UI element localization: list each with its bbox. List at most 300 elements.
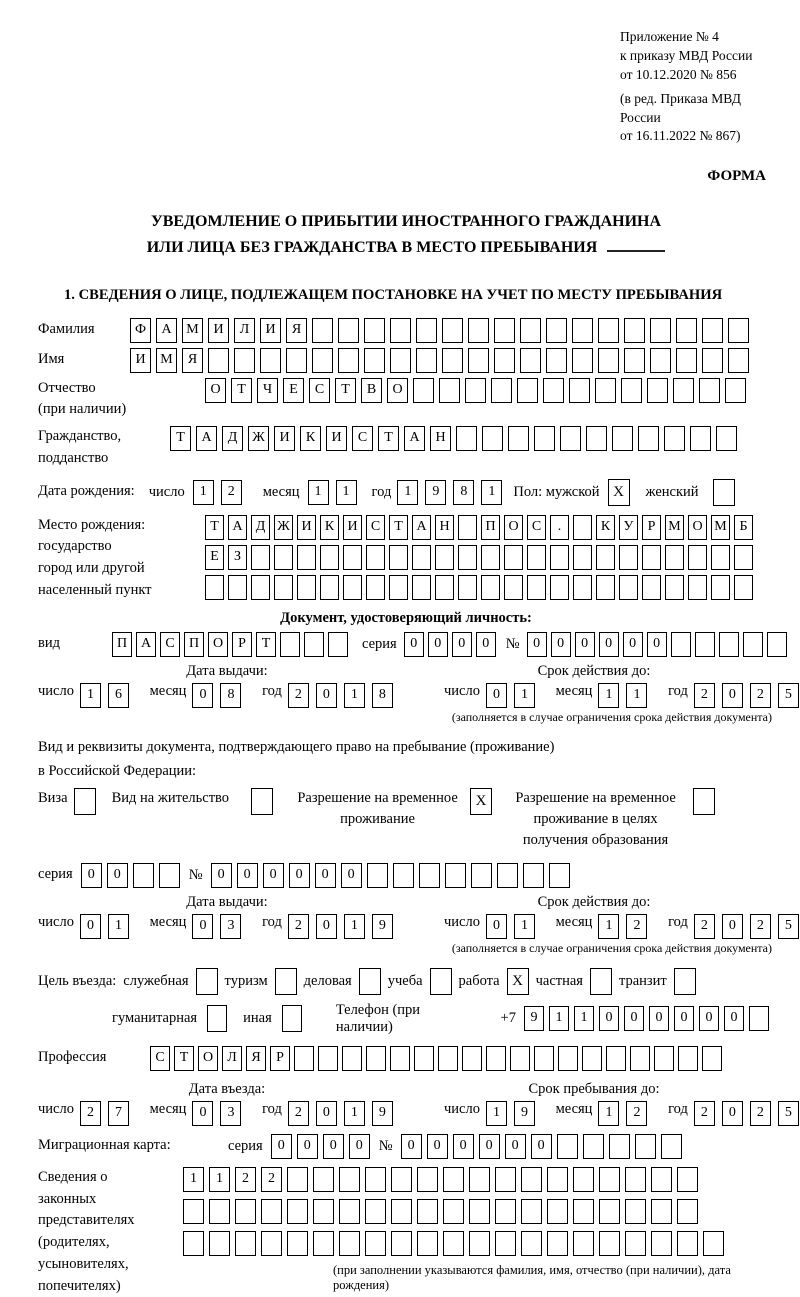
char-box[interactable]: А	[136, 632, 156, 657]
char-box[interactable]: В	[361, 378, 382, 403]
char-box[interactable]	[596, 545, 615, 570]
char-box[interactable]: 0	[486, 683, 507, 708]
char-box[interactable]	[665, 545, 684, 570]
char-box[interactable]: Н	[435, 515, 454, 540]
char-box[interactable]	[517, 378, 538, 403]
char-box[interactable]: 0	[237, 863, 258, 888]
purpose-humanitarian-checkbox[interactable]	[207, 1005, 227, 1032]
char-box[interactable]: И	[260, 318, 281, 343]
char-box[interactable]	[619, 575, 638, 600]
char-box[interactable]	[445, 863, 466, 888]
char-box[interactable]	[391, 1199, 412, 1224]
char-box[interactable]	[560, 426, 581, 451]
char-box[interactable]	[654, 1046, 674, 1071]
char-box[interactable]: 2	[235, 1167, 256, 1192]
char-box[interactable]	[534, 1046, 554, 1071]
char-box[interactable]	[734, 545, 753, 570]
char-box[interactable]	[495, 1199, 516, 1224]
char-box[interactable]: У	[619, 515, 638, 540]
char-box[interactable]: О	[387, 378, 408, 403]
char-box[interactable]: Л	[234, 318, 255, 343]
char-box[interactable]	[695, 632, 715, 657]
char-box[interactable]	[393, 863, 414, 888]
char-box[interactable]: Д	[251, 515, 270, 540]
char-box[interactable]	[547, 1199, 568, 1224]
char-box[interactable]	[159, 863, 180, 888]
char-box[interactable]	[287, 1231, 308, 1256]
char-box[interactable]: Т	[174, 1046, 194, 1071]
char-box[interactable]	[520, 318, 541, 343]
char-box[interactable]: 0	[527, 632, 547, 657]
char-box[interactable]: 6	[108, 683, 129, 708]
char-box[interactable]: 0	[724, 1006, 744, 1031]
sex-female-checkbox[interactable]	[713, 479, 735, 506]
char-box[interactable]	[367, 863, 388, 888]
char-box[interactable]	[521, 1231, 542, 1256]
char-box[interactable]: 0	[624, 1006, 644, 1031]
char-box[interactable]: А	[404, 426, 425, 451]
char-box[interactable]: И	[343, 515, 362, 540]
char-box[interactable]: 0	[623, 632, 643, 657]
char-box[interactable]	[527, 545, 546, 570]
char-box[interactable]: И	[208, 318, 229, 343]
char-box[interactable]	[435, 545, 454, 570]
char-box[interactable]	[495, 1167, 516, 1192]
char-box[interactable]	[413, 378, 434, 403]
char-box[interactable]	[468, 348, 489, 373]
char-box[interactable]	[390, 348, 411, 373]
char-box[interactable]	[719, 632, 739, 657]
char-box[interactable]: .	[550, 515, 569, 540]
char-box[interactable]: О	[205, 378, 226, 403]
char-box[interactable]	[328, 632, 348, 657]
char-box[interactable]: 1	[514, 683, 535, 708]
char-box[interactable]	[287, 1199, 308, 1224]
char-box[interactable]: О	[688, 515, 707, 540]
char-box[interactable]	[582, 1046, 602, 1071]
char-box[interactable]	[486, 1046, 506, 1071]
char-box[interactable]	[573, 1167, 594, 1192]
char-box[interactable]: М	[665, 515, 684, 540]
char-box[interactable]	[366, 1046, 386, 1071]
char-box[interactable]: О	[198, 1046, 218, 1071]
char-box[interactable]: 1	[108, 914, 129, 939]
char-box[interactable]	[366, 575, 385, 600]
char-box[interactable]	[734, 575, 753, 600]
char-box[interactable]: Ж	[248, 426, 269, 451]
char-box[interactable]	[235, 1231, 256, 1256]
char-box[interactable]: Я	[286, 318, 307, 343]
char-box[interactable]: 0	[722, 1101, 743, 1126]
char-box[interactable]	[414, 1046, 434, 1071]
char-box[interactable]	[481, 545, 500, 570]
char-box[interactable]: Б	[734, 515, 753, 540]
char-box[interactable]: 3	[220, 1101, 241, 1126]
purpose-business-checkbox[interactable]	[359, 968, 381, 995]
char-box[interactable]: М	[182, 318, 203, 343]
char-box[interactable]: 0	[674, 1006, 694, 1031]
char-box[interactable]	[228, 575, 247, 600]
char-box[interactable]: Т	[256, 632, 276, 657]
char-box[interactable]: 0	[192, 683, 213, 708]
char-box[interactable]: 2	[288, 1101, 309, 1126]
char-box[interactable]	[435, 575, 454, 600]
char-box[interactable]	[609, 1134, 630, 1159]
char-box[interactable]: И	[274, 426, 295, 451]
char-box[interactable]: П	[184, 632, 204, 657]
char-box[interactable]: 0	[316, 914, 337, 939]
char-box[interactable]: 2	[288, 683, 309, 708]
char-box[interactable]: П	[481, 515, 500, 540]
char-box[interactable]: 0	[649, 1006, 669, 1031]
char-box[interactable]	[534, 426, 555, 451]
char-box[interactable]: Р	[642, 515, 661, 540]
char-box[interactable]	[573, 1231, 594, 1256]
char-box[interactable]	[442, 348, 463, 373]
char-box[interactable]: О	[208, 632, 228, 657]
purpose-work-checkbox[interactable]: X	[507, 968, 529, 995]
char-box[interactable]	[510, 1046, 530, 1071]
char-box[interactable]	[342, 1046, 362, 1071]
char-box[interactable]: Д	[222, 426, 243, 451]
char-box[interactable]	[523, 863, 544, 888]
char-box[interactable]: Я	[246, 1046, 266, 1071]
char-box[interactable]	[417, 1199, 438, 1224]
char-box[interactable]: К	[320, 515, 339, 540]
char-box[interactable]: 0	[575, 632, 595, 657]
char-box[interactable]	[749, 1006, 769, 1031]
char-box[interactable]	[366, 545, 385, 570]
char-box[interactable]	[183, 1231, 204, 1256]
char-box[interactable]: 0	[316, 683, 337, 708]
char-box[interactable]: С	[160, 632, 180, 657]
char-box[interactable]: 9	[425, 480, 446, 505]
char-box[interactable]	[573, 1199, 594, 1224]
char-box[interactable]	[521, 1167, 542, 1192]
char-box[interactable]	[339, 1199, 360, 1224]
char-box[interactable]: 2	[694, 914, 715, 939]
char-box[interactable]: 0	[349, 1134, 370, 1159]
char-box[interactable]	[711, 545, 730, 570]
char-box[interactable]: 8	[372, 683, 393, 708]
visa-checkbox[interactable]	[74, 788, 96, 815]
char-box[interactable]	[702, 348, 723, 373]
purpose-transit-checkbox[interactable]	[674, 968, 696, 995]
char-box[interactable]	[664, 426, 685, 451]
char-box[interactable]: Т	[205, 515, 224, 540]
char-box[interactable]: 0	[428, 632, 448, 657]
char-box[interactable]	[527, 575, 546, 600]
char-box[interactable]: С	[366, 515, 385, 540]
char-box[interactable]: 0	[80, 914, 101, 939]
char-box[interactable]	[606, 1046, 626, 1071]
temp-residence-checkbox[interactable]: X	[470, 788, 492, 815]
char-box[interactable]	[728, 348, 749, 373]
char-box[interactable]: 0	[81, 863, 102, 888]
char-box[interactable]	[624, 318, 645, 343]
char-box[interactable]: 1	[397, 480, 418, 505]
char-box[interactable]: 2	[288, 914, 309, 939]
char-box[interactable]: 0	[192, 1101, 213, 1126]
char-box[interactable]: 2	[750, 914, 771, 939]
char-box[interactable]: 5	[778, 1101, 799, 1126]
char-box[interactable]: 0	[599, 1006, 619, 1031]
char-box[interactable]: 0	[486, 914, 507, 939]
temp-residence-education-checkbox[interactable]	[693, 788, 715, 815]
char-box[interactable]	[497, 863, 518, 888]
char-box[interactable]	[504, 575, 523, 600]
char-box[interactable]: 2	[80, 1101, 101, 1126]
char-box[interactable]	[389, 575, 408, 600]
char-box[interactable]	[671, 632, 691, 657]
char-box[interactable]	[391, 1231, 412, 1256]
char-box[interactable]: О	[504, 515, 523, 540]
char-box[interactable]: 1	[549, 1006, 569, 1031]
char-box[interactable]: 2	[750, 683, 771, 708]
char-box[interactable]	[338, 318, 359, 343]
char-box[interactable]: К	[300, 426, 321, 451]
char-box[interactable]	[294, 1046, 314, 1071]
char-box[interactable]	[417, 1231, 438, 1256]
char-box[interactable]	[546, 348, 567, 373]
char-box[interactable]	[208, 348, 229, 373]
char-box[interactable]	[586, 426, 607, 451]
char-box[interactable]: 8	[453, 480, 474, 505]
char-box[interactable]	[209, 1231, 230, 1256]
char-box[interactable]: П	[112, 632, 132, 657]
char-box[interactable]	[661, 1134, 682, 1159]
char-box[interactable]	[390, 318, 411, 343]
char-box[interactable]	[767, 632, 787, 657]
char-box[interactable]: 5	[778, 683, 799, 708]
char-box[interactable]	[320, 545, 339, 570]
char-box[interactable]: 2	[221, 480, 242, 505]
char-box[interactable]	[469, 1231, 490, 1256]
char-box[interactable]	[598, 348, 619, 373]
char-box[interactable]	[458, 545, 477, 570]
char-box[interactable]: Т	[335, 378, 356, 403]
char-box[interactable]	[481, 575, 500, 600]
char-box[interactable]: 1	[308, 480, 329, 505]
char-box[interactable]	[419, 863, 440, 888]
char-box[interactable]	[339, 1167, 360, 1192]
char-box[interactable]	[133, 863, 154, 888]
char-box[interactable]	[494, 348, 515, 373]
char-box[interactable]: Ч	[257, 378, 278, 403]
char-box[interactable]: 0	[551, 632, 571, 657]
char-box[interactable]: 1	[514, 914, 535, 939]
char-box[interactable]	[471, 863, 492, 888]
char-box[interactable]: 9	[372, 1101, 393, 1126]
char-box[interactable]: 9	[372, 914, 393, 939]
char-box[interactable]: М	[711, 515, 730, 540]
char-box[interactable]: 8	[220, 683, 241, 708]
char-box[interactable]: 1	[574, 1006, 594, 1031]
char-box[interactable]	[677, 1199, 698, 1224]
char-box[interactable]	[469, 1167, 490, 1192]
char-box[interactable]: 0	[531, 1134, 552, 1159]
char-box[interactable]	[702, 318, 723, 343]
char-box[interactable]	[573, 545, 592, 570]
char-box[interactable]	[287, 1167, 308, 1192]
char-box[interactable]	[547, 1167, 568, 1192]
char-box[interactable]	[619, 545, 638, 570]
char-box[interactable]	[312, 348, 333, 373]
char-box[interactable]	[549, 863, 570, 888]
char-box[interactable]	[297, 575, 316, 600]
residence-permit-checkbox[interactable]	[251, 788, 273, 815]
char-box[interactable]	[665, 575, 684, 600]
char-box[interactable]: Р	[270, 1046, 290, 1071]
char-box[interactable]	[638, 426, 659, 451]
char-box[interactable]: 0	[453, 1134, 474, 1159]
purpose-other-checkbox[interactable]	[282, 1005, 302, 1032]
char-box[interactable]	[647, 378, 668, 403]
char-box[interactable]	[261, 1231, 282, 1256]
char-box[interactable]: 1	[80, 683, 101, 708]
char-box[interactable]	[468, 318, 489, 343]
char-box[interactable]	[391, 1167, 412, 1192]
char-box[interactable]	[728, 318, 749, 343]
char-box[interactable]	[599, 1199, 620, 1224]
char-box[interactable]: 1	[209, 1167, 230, 1192]
char-box[interactable]: 0	[297, 1134, 318, 1159]
char-box[interactable]	[630, 1046, 650, 1071]
char-box[interactable]: 0	[271, 1134, 292, 1159]
char-box[interactable]: И	[297, 515, 316, 540]
char-box[interactable]	[491, 378, 512, 403]
char-box[interactable]: 1	[193, 480, 214, 505]
char-box[interactable]: 0	[107, 863, 128, 888]
char-box[interactable]	[546, 318, 567, 343]
char-box[interactable]	[699, 378, 720, 403]
char-box[interactable]	[520, 348, 541, 373]
char-box[interactable]	[465, 378, 486, 403]
char-box[interactable]: 2	[626, 1101, 647, 1126]
char-box[interactable]	[494, 318, 515, 343]
char-box[interactable]	[183, 1199, 204, 1224]
char-box[interactable]	[416, 348, 437, 373]
char-box[interactable]	[297, 545, 316, 570]
char-box[interactable]: 1	[336, 480, 357, 505]
char-box[interactable]	[286, 348, 307, 373]
char-box[interactable]: 1	[183, 1167, 204, 1192]
char-box[interactable]	[313, 1167, 334, 1192]
char-box[interactable]: 0	[404, 632, 424, 657]
char-box[interactable]	[280, 632, 300, 657]
char-box[interactable]	[651, 1199, 672, 1224]
char-box[interactable]: Т	[170, 426, 191, 451]
char-box[interactable]	[504, 545, 523, 570]
char-box[interactable]: 0	[476, 632, 496, 657]
char-box[interactable]	[312, 318, 333, 343]
char-box[interactable]: 2	[694, 683, 715, 708]
char-box[interactable]: 0	[722, 914, 743, 939]
char-box[interactable]	[599, 1231, 620, 1256]
char-box[interactable]	[412, 545, 431, 570]
char-box[interactable]	[642, 545, 661, 570]
char-box[interactable]: Ж	[274, 515, 293, 540]
char-box[interactable]: 0	[505, 1134, 526, 1159]
char-box[interactable]	[673, 378, 694, 403]
purpose-private-checkbox[interactable]	[590, 968, 612, 995]
char-box[interactable]	[690, 426, 711, 451]
char-box[interactable]	[703, 1231, 724, 1256]
char-box[interactable]	[625, 1199, 646, 1224]
char-box[interactable]	[547, 1231, 568, 1256]
char-box[interactable]	[573, 575, 592, 600]
char-box[interactable]: 1	[626, 683, 647, 708]
char-box[interactable]: 0	[401, 1134, 422, 1159]
char-box[interactable]	[676, 348, 697, 373]
char-box[interactable]	[572, 318, 593, 343]
char-box[interactable]	[251, 545, 270, 570]
char-box[interactable]: Л	[222, 1046, 242, 1071]
char-box[interactable]	[343, 575, 362, 600]
char-box[interactable]	[339, 1231, 360, 1256]
char-box[interactable]: 1	[598, 1101, 619, 1126]
char-box[interactable]: 2	[626, 914, 647, 939]
char-box[interactable]	[365, 1167, 386, 1192]
char-box[interactable]	[365, 1199, 386, 1224]
char-box[interactable]	[521, 1199, 542, 1224]
char-box[interactable]: 1	[481, 480, 502, 505]
char-box[interactable]	[711, 575, 730, 600]
char-box[interactable]	[313, 1231, 334, 1256]
char-box[interactable]: 1	[598, 683, 619, 708]
char-box[interactable]	[364, 348, 385, 373]
char-box[interactable]: 9	[514, 1101, 535, 1126]
char-box[interactable]	[304, 632, 324, 657]
char-box[interactable]: А	[196, 426, 217, 451]
char-box[interactable]	[625, 1167, 646, 1192]
char-box[interactable]	[234, 348, 255, 373]
char-box[interactable]: 0	[647, 632, 667, 657]
char-box[interactable]: 0	[315, 863, 336, 888]
char-box[interactable]	[443, 1167, 464, 1192]
char-box[interactable]: 1	[344, 914, 365, 939]
char-box[interactable]	[598, 318, 619, 343]
char-box[interactable]: А	[156, 318, 177, 343]
char-box[interactable]: Е	[283, 378, 304, 403]
char-box[interactable]: 0	[599, 632, 619, 657]
purpose-tourism-checkbox[interactable]	[275, 968, 297, 995]
char-box[interactable]: Е	[205, 545, 224, 570]
char-box[interactable]	[650, 318, 671, 343]
char-box[interactable]: 0	[722, 683, 743, 708]
char-box[interactable]: С	[150, 1046, 170, 1071]
char-box[interactable]	[557, 1134, 578, 1159]
char-box[interactable]	[572, 348, 593, 373]
char-box[interactable]: Т	[389, 515, 408, 540]
char-box[interactable]	[390, 1046, 410, 1071]
char-box[interactable]: З	[228, 545, 247, 570]
char-box[interactable]	[260, 348, 281, 373]
char-box[interactable]: К	[596, 515, 615, 540]
char-box[interactable]	[625, 1231, 646, 1256]
char-box[interactable]: Т	[378, 426, 399, 451]
char-box[interactable]: 0	[341, 863, 362, 888]
char-box[interactable]	[343, 545, 362, 570]
char-box[interactable]	[635, 1134, 656, 1159]
char-box[interactable]: И	[326, 426, 347, 451]
char-box[interactable]: 1	[344, 1101, 365, 1126]
char-box[interactable]: 0	[192, 914, 213, 939]
char-box[interactable]	[621, 378, 642, 403]
char-box[interactable]	[251, 575, 270, 600]
char-box[interactable]	[508, 426, 529, 451]
char-box[interactable]	[573, 515, 592, 540]
